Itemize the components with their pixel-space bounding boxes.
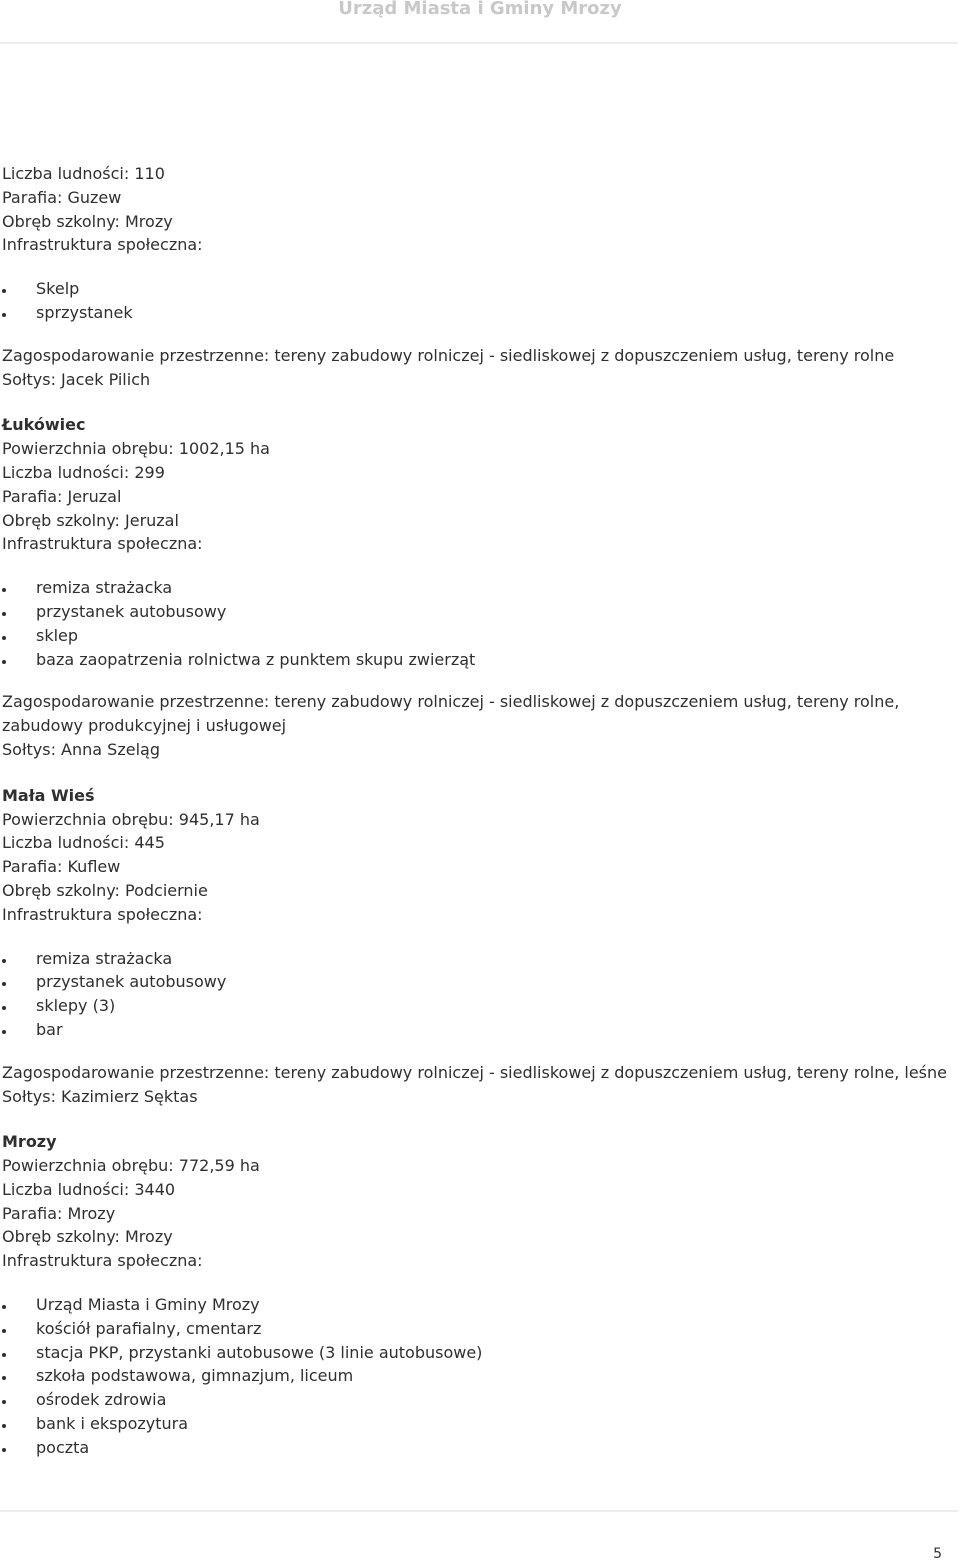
list-item: przystanek autobusowy xyxy=(2,600,958,624)
infrastructure-list xyxy=(2,947,958,1042)
parish: Parafia: Jeruzal xyxy=(2,486,122,506)
infrastructure-label: Infrastruktura społeczna: xyxy=(2,1251,203,1271)
list-item: przystanek autobusowy xyxy=(2,970,958,994)
area: Powierzchnia obrębu: 1002,15 ha xyxy=(2,439,270,459)
list-item: Skelp xyxy=(2,277,958,301)
list-item: kościół parafialny, cmentarz xyxy=(2,1317,958,1341)
list-item: stacja PKP, przystanki autobusowe (3 linie autobusowe) xyxy=(2,1341,958,1365)
list-item: sklep xyxy=(2,624,958,648)
population: Liczba ludności: 3440 xyxy=(2,1179,176,1199)
parish: Parafia: Kuflew xyxy=(2,857,121,877)
list-item: bank i ekspozytura xyxy=(2,1412,958,1436)
school-district: Obręb szkolny: Jeruzal xyxy=(2,510,179,530)
list-item: baza zaopatrzenia rolnictwa z punktem skupu zwierząt xyxy=(2,648,958,672)
infrastructure-label: Infrastruktura społeczna: xyxy=(2,235,203,255)
infrastructure-list xyxy=(2,576,958,671)
village-leader: Sołtys: Anna Szeląg xyxy=(2,739,160,759)
list-item: sprzystanek xyxy=(2,301,958,325)
list-item: remiza strażacka xyxy=(2,947,958,971)
list-item: sklepy (3) xyxy=(2,994,958,1018)
zoning: Zagospodarowanie przestrzenne: tereny zabudowy rolniczej - siedliskowej z dopuszczeniem usług, tereny rolne xyxy=(2,345,895,365)
document-body xyxy=(2,162,958,1479)
footer-divider xyxy=(0,1510,958,1512)
infrastructure-list xyxy=(2,277,958,325)
list-item: szkoła podstawowa, gimnazjum, liceum xyxy=(2,1364,958,1388)
population: Liczba ludności: 110 xyxy=(2,164,165,183)
parish: Parafia: Guzew xyxy=(2,187,122,207)
parish: Parafia: Mrozy xyxy=(2,1203,116,1223)
village-name: Mrozy xyxy=(2,1132,57,1152)
infrastructure-label: Infrastruktura społeczna: xyxy=(2,534,203,554)
list-item: poczta xyxy=(2,1436,958,1460)
school-district: Obręb szkolny: Podciernie xyxy=(2,880,208,900)
village-leader: Sołtys: Jacek Pilich xyxy=(2,369,151,389)
population: Liczba ludności: 445 xyxy=(2,833,165,853)
population: Liczba ludności: 299 xyxy=(2,462,165,482)
list-item: remiza strażacka xyxy=(2,576,958,600)
area: Powierzchnia obrębu: 772,59 ha xyxy=(2,1156,260,1176)
school-district: Obręb szkolny: Mrozy xyxy=(2,211,173,231)
list-item: ośrodek zdrowia xyxy=(2,1388,958,1412)
infrastructure-label: Infrastruktura społeczna: xyxy=(2,904,203,924)
list-item: bar xyxy=(2,1018,958,1042)
village-name: Łukówiec xyxy=(2,415,86,435)
document-header: Urząd Miasta i Gminy Mrozy xyxy=(338,0,622,19)
village-name: Mała Wieś xyxy=(2,785,95,805)
school-district: Obręb szkolny: Mrozy xyxy=(2,1227,173,1247)
zoning: Zagospodarowanie przestrzenne: tereny zabudowy rolniczej - siedliskowej z dopuszczeniem usług, tereny rolne, zabudowy produkcyjnej i usługowej xyxy=(2,692,900,736)
zoning: Zagospodarowanie przestrzenne: tereny zabudowy rolniczej - siedliskowej z dopuszczeniem usług, tereny rolne, leśne xyxy=(2,1062,947,1082)
header-divider xyxy=(0,42,958,44)
village-leader: Sołtys: Kazimierz Sęktas xyxy=(2,1086,198,1106)
infrastructure-list xyxy=(2,1293,958,1460)
page-number: 5 xyxy=(933,1546,942,1562)
area: Powierzchnia obrębu: 945,17 ha xyxy=(2,809,260,829)
list-item: Urząd Miasta i Gminy Mrozy xyxy=(2,1293,958,1317)
